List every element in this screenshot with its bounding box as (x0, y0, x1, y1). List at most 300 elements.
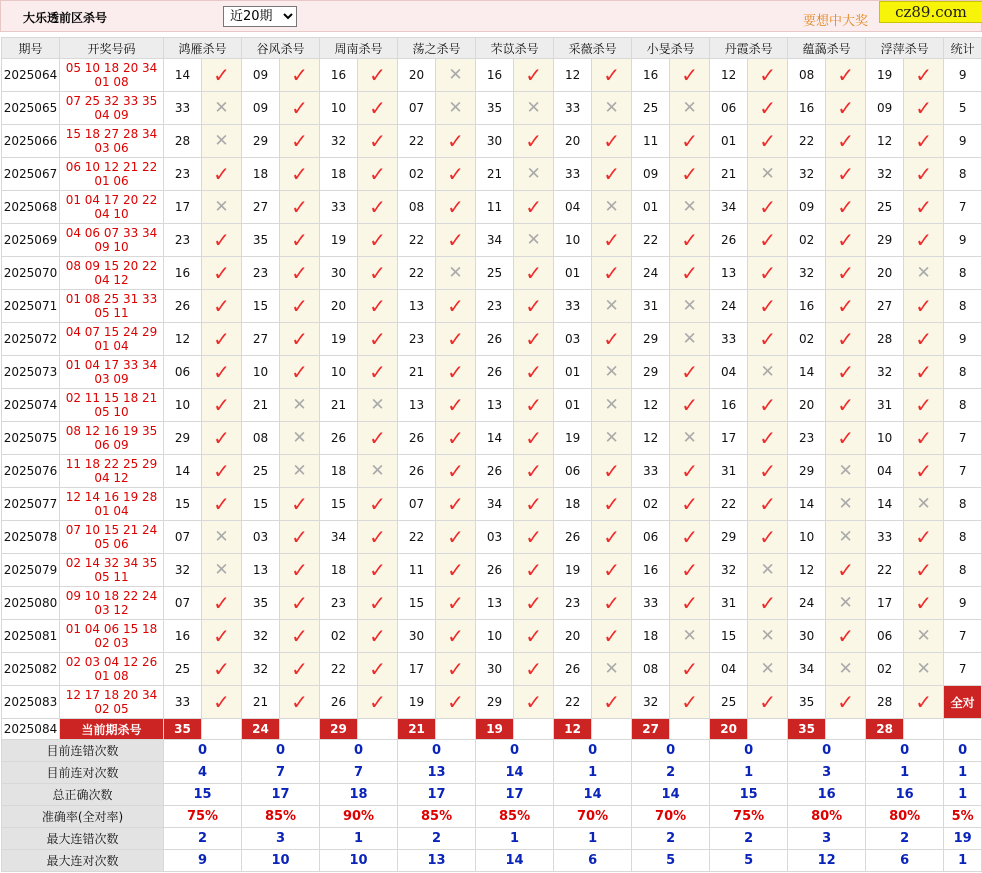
kill-number-cell: 02 (866, 653, 904, 686)
result-cell (670, 290, 710, 323)
check-icon: ✓ (681, 591, 698, 615)
check-icon: ✓ (291, 195, 308, 219)
kill-number-cell: 32 (242, 653, 280, 686)
stat-value: 80% (866, 806, 944, 828)
check-icon: ✓ (681, 261, 698, 285)
cross-icon: ✕ (838, 460, 853, 481)
check-icon: ✓ (291, 591, 308, 615)
kill-number-cell: 19 (320, 224, 358, 257)
check-icon: ✓ (291, 162, 308, 186)
top-bar (0, 0, 982, 32)
result-cell (202, 59, 242, 92)
check-icon: ✓ (915, 327, 933, 351)
check-icon: ✓ (369, 492, 386, 516)
table-row (2, 257, 982, 290)
draw-numbers-cell (60, 422, 164, 455)
draw-numbers-cell (60, 389, 164, 422)
cross-icon: ✕ (838, 658, 853, 679)
kill-number-cell: 35 (242, 224, 280, 257)
kill-number-cell: 09 (242, 59, 280, 92)
kill-number-cell: 09 (866, 92, 904, 125)
cross-icon: ✕ (760, 559, 775, 580)
cross-icon: ✕ (604, 295, 619, 316)
stat-value: 10 (242, 850, 320, 872)
back-numbers: 05 11 (94, 306, 129, 320)
kill-number-cell: 29 (476, 686, 514, 719)
period-cell: 2025068 (2, 191, 60, 224)
check-icon: ✓ (525, 624, 542, 648)
stat-value: 10 (320, 850, 398, 872)
check-icon: ✓ (213, 492, 230, 516)
result-cell (904, 422, 944, 455)
stat-label: 最大连对次数 (2, 850, 164, 872)
result-cell (592, 125, 632, 158)
back-numbers: 03 09 (94, 372, 129, 386)
result-cell (280, 455, 320, 488)
check-icon: ✓ (369, 162, 386, 186)
kill-number-cell: 18 (632, 620, 670, 653)
front-numbers: 11 18 22 25 29 (65, 457, 158, 471)
kill-number-cell: 26 (320, 686, 358, 719)
column-header-expert: 蕴藹杀号 (788, 38, 866, 59)
result-cell (904, 653, 944, 686)
kill-number-cell: 33 (320, 191, 358, 224)
period-cell: 2025082 (2, 653, 60, 686)
check-icon: ✓ (447, 162, 464, 186)
kill-number-cell: 21 (242, 389, 280, 422)
check-icon: ✓ (525, 426, 542, 450)
result-cell (202, 653, 242, 686)
check-icon: ✓ (213, 294, 230, 318)
cross-icon: ✕ (760, 658, 775, 679)
current-period-cell: 2025084 (2, 719, 60, 740)
draw-numbers-cell (60, 92, 164, 125)
hit-count-cell: 8 (944, 257, 982, 290)
result-cell (358, 125, 398, 158)
front-numbers: 05 10 18 20 34 (65, 61, 158, 75)
draw-numbers-cell (60, 356, 164, 389)
result-cell (436, 620, 476, 653)
cross-icon: ✕ (526, 97, 541, 118)
stat-value: 4 (164, 762, 242, 784)
check-icon: ✓ (681, 162, 698, 186)
stat-total: 1 (944, 762, 982, 784)
kill-number-cell: 28 (866, 686, 904, 719)
kill-number-cell: 26 (554, 653, 592, 686)
stat-value: 2 (866, 828, 944, 850)
kill-number-cell: 21 (398, 356, 436, 389)
kill-number-cell: 31 (632, 290, 670, 323)
kill-number-cell: 31 (866, 389, 904, 422)
kill-number-cell: 29 (866, 224, 904, 257)
result-cell (826, 191, 866, 224)
check-icon: ✓ (759, 459, 776, 483)
kill-number-cell: 26 (476, 455, 514, 488)
kill-number-cell: 16 (632, 59, 670, 92)
result-cell (592, 257, 632, 290)
stat-value: 15 (710, 784, 788, 806)
cross-icon: ✕ (604, 658, 619, 679)
result-cell (436, 257, 476, 290)
result-cell (748, 323, 788, 356)
period-range-select[interactable] (223, 6, 297, 27)
result-cell (514, 455, 554, 488)
kill-number-cell: 14 (788, 488, 826, 521)
check-icon: ✓ (447, 624, 464, 648)
back-numbers: 09 10 (94, 240, 129, 254)
site-logo[interactable] (879, 1, 982, 23)
result-cell (904, 389, 944, 422)
column-header-draw: 开奖号码 (60, 38, 164, 59)
check-icon: ✓ (291, 294, 308, 318)
check-icon: ✓ (291, 657, 308, 681)
kill-number-cell: 23 (476, 290, 514, 323)
stat-label: 总正确次数 (2, 784, 164, 806)
current-kill-number: 35 (164, 719, 202, 740)
back-numbers: 01 06 (94, 174, 129, 188)
empty-cell (748, 719, 788, 740)
check-icon: ✓ (369, 129, 386, 153)
kill-number-cell: 35 (788, 686, 826, 719)
kill-number-cell: 35 (476, 92, 514, 125)
draw-numbers-cell (60, 653, 164, 686)
kill-number-cell: 17 (866, 587, 904, 620)
check-icon: ✓ (681, 228, 698, 252)
result-cell (826, 290, 866, 323)
check-icon: ✓ (213, 393, 230, 417)
check-icon: ✓ (837, 129, 855, 153)
back-numbers: 04 12 (94, 471, 129, 485)
kill-number-cell: 22 (710, 488, 748, 521)
check-icon: ✓ (603, 63, 620, 87)
result-cell (436, 356, 476, 389)
kill-number-cell: 11 (632, 125, 670, 158)
kill-number-cell: 14 (866, 488, 904, 521)
kill-number-cell: 30 (476, 125, 514, 158)
kill-number-cell: 28 (866, 323, 904, 356)
result-cell (514, 554, 554, 587)
period-cell: 2025070 (2, 257, 60, 290)
kill-number-cell: 20 (554, 620, 592, 653)
cross-icon: ✕ (838, 493, 853, 514)
kill-number-cell: 22 (320, 653, 358, 686)
period-cell: 2025077 (2, 488, 60, 521)
kill-number-cell: 12 (788, 554, 826, 587)
period-cell: 2025083 (2, 686, 60, 719)
check-icon: ✓ (369, 195, 386, 219)
result-cell (904, 587, 944, 620)
result-cell (670, 92, 710, 125)
column-header-expert: 小旻杀号 (632, 38, 710, 59)
result-cell (748, 653, 788, 686)
kill-number-cell: 33 (554, 158, 592, 191)
stat-row (2, 850, 982, 872)
kill-number-cell: 02 (632, 488, 670, 521)
kill-number-cell: 06 (554, 455, 592, 488)
cross-icon: ✕ (214, 130, 229, 151)
kill-number-cell: 14 (164, 455, 202, 488)
kill-number-cell: 17 (164, 191, 202, 224)
kill-number-cell: 04 (866, 455, 904, 488)
check-icon: ✓ (525, 591, 542, 615)
check-icon: ✓ (213, 63, 230, 87)
kill-number-cell: 14 (788, 356, 826, 389)
hit-count-cell: 8 (944, 290, 982, 323)
hit-count-cell: 5 (944, 92, 982, 125)
stat-value: 5 (710, 850, 788, 872)
hit-count-cell: 9 (944, 59, 982, 92)
check-icon: ✓ (681, 129, 698, 153)
check-icon: ✓ (447, 591, 464, 615)
stat-value: 16 (866, 784, 944, 806)
hit-count-cell: 9 (944, 323, 982, 356)
kill-number-cell: 04 (710, 356, 748, 389)
empty-cell (358, 719, 398, 740)
check-icon: ✓ (759, 591, 776, 615)
logo-text: cz89.com (895, 3, 967, 21)
kill-number-cell: 34 (788, 653, 826, 686)
result-cell (748, 686, 788, 719)
kill-number-cell: 07 (164, 521, 202, 554)
kill-number-cell: 30 (788, 620, 826, 653)
hit-count-cell: 9 (944, 125, 982, 158)
result-cell (202, 587, 242, 620)
stat-value: 80% (788, 806, 866, 828)
kill-number-cell: 33 (866, 521, 904, 554)
result-cell (748, 620, 788, 653)
result-cell (592, 290, 632, 323)
stat-value: 1 (710, 762, 788, 784)
result-cell (904, 356, 944, 389)
kill-number-cell: 06 (866, 620, 904, 653)
kill-number-cell: 15 (164, 488, 202, 521)
kill-number-cell: 10 (788, 521, 826, 554)
cross-icon: ✕ (682, 295, 697, 316)
check-icon: ✓ (603, 228, 620, 252)
check-icon: ✓ (291, 360, 308, 384)
table-row (2, 59, 982, 92)
draw-numbers-cell (60, 620, 164, 653)
stat-value: 0 (476, 740, 554, 762)
table-row (2, 191, 982, 224)
check-icon: ✓ (759, 426, 776, 450)
check-icon: ✓ (369, 690, 386, 714)
check-icon: ✓ (759, 492, 776, 516)
stat-label: 最大连错次数 (2, 828, 164, 850)
kill-number-cell: 32 (242, 620, 280, 653)
kill-number-cell: 29 (788, 455, 826, 488)
period-cell: 2025078 (2, 521, 60, 554)
check-icon: ✓ (837, 690, 855, 714)
kill-number-cell: 19 (398, 686, 436, 719)
hit-count-cell: 8 (944, 521, 982, 554)
result-cell (670, 422, 710, 455)
result-cell (826, 686, 866, 719)
kill-number-cell: 30 (398, 620, 436, 653)
result-cell (436, 554, 476, 587)
result-cell (514, 653, 554, 686)
check-icon: ✓ (603, 459, 620, 483)
current-kill-label: 当前期杀号 (60, 719, 164, 740)
result-cell (358, 653, 398, 686)
kill-number-cell: 04 (710, 653, 748, 686)
back-numbers: 04 12 (94, 273, 129, 287)
result-cell (514, 290, 554, 323)
result-cell (670, 653, 710, 686)
result-cell (202, 488, 242, 521)
all-correct-badge: 全对 (944, 686, 982, 719)
kill-number-cell: 10 (164, 389, 202, 422)
check-icon: ✓ (837, 195, 855, 219)
result-cell (202, 257, 242, 290)
check-icon: ✓ (915, 96, 933, 120)
check-icon: ✓ (603, 129, 620, 153)
result-cell (280, 620, 320, 653)
cross-icon: ✕ (760, 163, 775, 184)
front-numbers: 02 03 04 12 26 (65, 655, 158, 669)
kill-number-cell: 32 (866, 158, 904, 191)
stat-value: 85% (398, 806, 476, 828)
kill-number-cell: 22 (398, 224, 436, 257)
kill-number-cell: 28 (164, 125, 202, 158)
stat-value: 12 (788, 850, 866, 872)
kill-number-cell: 10 (320, 92, 358, 125)
result-cell (748, 455, 788, 488)
cross-icon: ✕ (604, 427, 619, 448)
check-icon: ✓ (759, 195, 776, 219)
kill-number-cell: 33 (164, 92, 202, 125)
kill-number-cell: 08 (398, 191, 436, 224)
result-cell (202, 554, 242, 587)
result-cell (748, 587, 788, 620)
cross-icon: ✕ (214, 526, 229, 547)
result-cell (358, 290, 398, 323)
result-cell (514, 521, 554, 554)
stat-value: 0 (554, 740, 632, 762)
result-cell (280, 323, 320, 356)
stat-value: 7 (320, 762, 398, 784)
check-icon: ✓ (447, 393, 464, 417)
table-row (2, 554, 982, 587)
cross-icon: ✕ (604, 361, 619, 382)
check-icon: ✓ (525, 261, 542, 285)
result-cell (592, 356, 632, 389)
stat-value: 9 (164, 850, 242, 872)
cross-icon: ✕ (370, 460, 385, 481)
result-cell (436, 488, 476, 521)
period-cell: 2025065 (2, 92, 60, 125)
promo-link[interactable]: 要想中大奖 (803, 14, 869, 29)
period-cell: 2025071 (2, 290, 60, 323)
kill-number-cell: 09 (242, 92, 280, 125)
back-numbers: 05 11 (94, 570, 129, 584)
check-icon: ✓ (525, 657, 542, 681)
period-cell: 2025072 (2, 323, 60, 356)
stat-value: 1 (320, 828, 398, 850)
result-cell (592, 191, 632, 224)
check-icon: ✓ (525, 360, 542, 384)
kill-number-cell: 22 (866, 554, 904, 587)
check-icon: ✓ (603, 690, 620, 714)
kill-number-cell: 16 (788, 290, 826, 323)
kill-number-cell: 33 (554, 92, 592, 125)
result-cell (358, 488, 398, 521)
check-icon: ✓ (915, 690, 933, 714)
stat-value: 90% (320, 806, 398, 828)
result-cell (748, 92, 788, 125)
period-cell: 2025079 (2, 554, 60, 587)
result-cell (904, 257, 944, 290)
stat-label: 准确率(全对率) (2, 806, 164, 828)
kill-number-cell: 33 (632, 587, 670, 620)
result-cell (748, 158, 788, 191)
result-cell (670, 587, 710, 620)
draw-numbers-cell (60, 257, 164, 290)
hit-count-cell: 8 (944, 488, 982, 521)
table-row (2, 290, 982, 323)
kill-number-cell: 20 (554, 125, 592, 158)
period-cell: 2025067 (2, 158, 60, 191)
kill-number-cell: 18 (242, 158, 280, 191)
result-cell (826, 488, 866, 521)
stat-value: 1 (554, 828, 632, 850)
check-icon: ✓ (369, 63, 386, 87)
kill-number-cell: 07 (164, 587, 202, 620)
result-cell (280, 389, 320, 422)
check-icon: ✓ (447, 327, 464, 351)
stat-value: 17 (398, 784, 476, 806)
cross-icon: ✕ (682, 97, 697, 118)
check-icon: ✓ (447, 360, 464, 384)
result-cell (358, 224, 398, 257)
result-cell (592, 554, 632, 587)
kill-number-cell: 22 (554, 686, 592, 719)
result-cell (826, 653, 866, 686)
result-cell (436, 125, 476, 158)
check-icon: ✓ (915, 459, 933, 483)
result-cell (670, 554, 710, 587)
check-icon: ✓ (525, 558, 542, 582)
kill-number-cell: 16 (164, 257, 202, 290)
period-cell: 2025075 (2, 422, 60, 455)
result-cell (670, 224, 710, 257)
check-icon: ✓ (369, 624, 386, 648)
kill-number-cell: 10 (476, 620, 514, 653)
kill-number-cell: 32 (788, 257, 826, 290)
table-row (2, 521, 982, 554)
check-icon: ✓ (603, 558, 620, 582)
period-cell: 2025066 (2, 125, 60, 158)
result-cell (280, 356, 320, 389)
check-icon: ✓ (837, 261, 855, 285)
kill-number-cell: 15 (710, 620, 748, 653)
kill-number-cell: 25 (164, 653, 202, 686)
kill-number-cell: 26 (164, 290, 202, 323)
stat-value: 14 (476, 850, 554, 872)
kill-number-cell: 25 (866, 191, 904, 224)
result-cell (358, 554, 398, 587)
kill-number-cell: 26 (320, 422, 358, 455)
result-cell (592, 488, 632, 521)
result-cell (202, 92, 242, 125)
result-cell (592, 92, 632, 125)
kill-number-cell: 13 (242, 554, 280, 587)
check-icon: ✓ (837, 393, 855, 417)
result-cell (904, 59, 944, 92)
result-cell (670, 686, 710, 719)
kill-number-cell: 26 (476, 554, 514, 587)
check-icon: ✓ (213, 459, 230, 483)
